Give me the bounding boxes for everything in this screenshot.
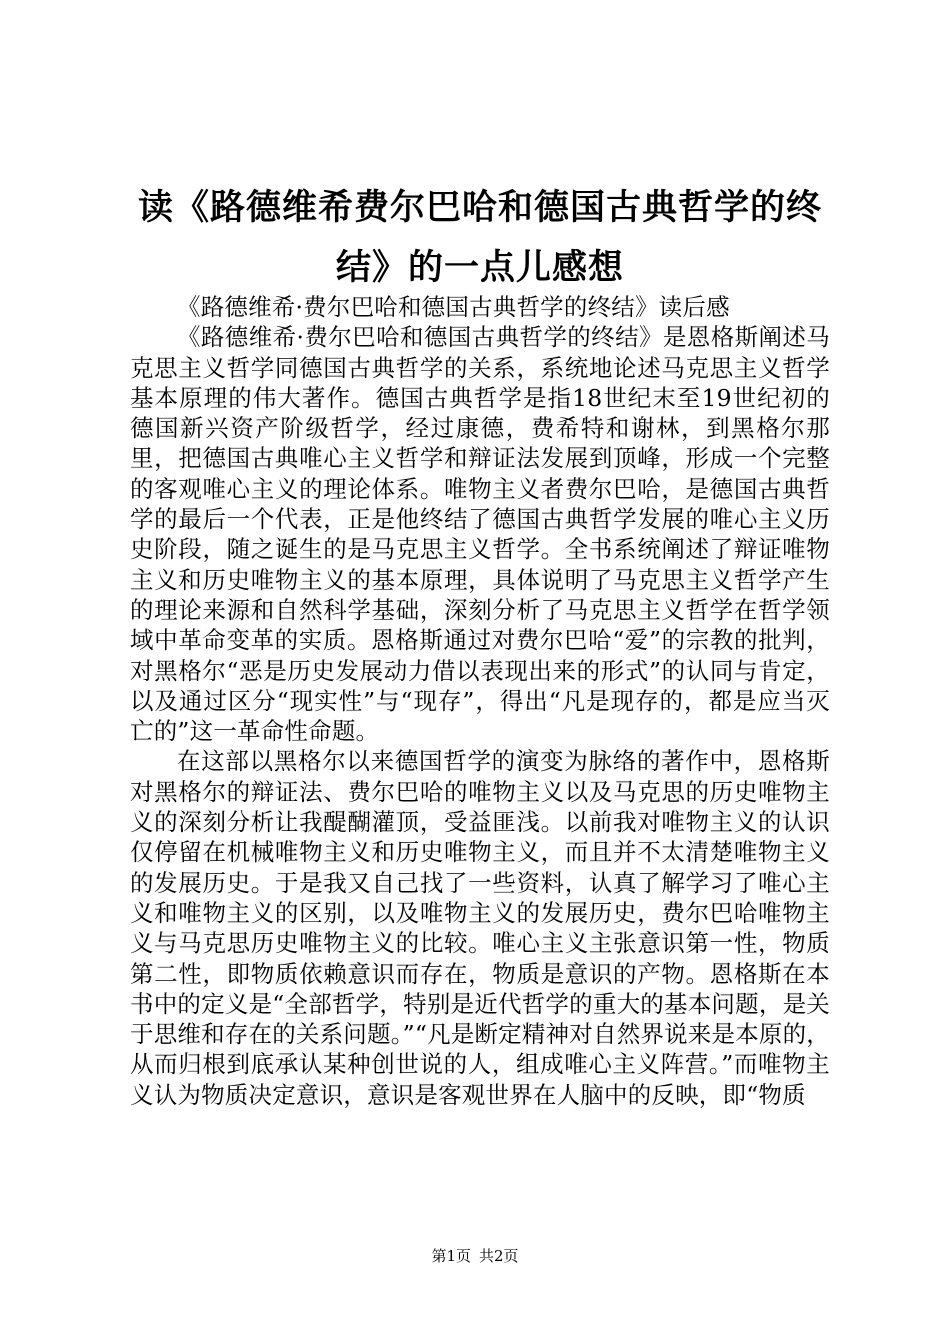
page-footer — [0, 1246, 950, 1266]
document-title-line-1: 读《路德维希费尔巴哈和德国古典哲学的终 — [137, 187, 822, 228]
body-paragraph-1: 《路德维希·费尔巴哈和德国古典哲学的终结》是恩格斯阐述马克思主义哲学同德国古典哲学的关系，系统地论述马克思主义哲学基本原理的伟大著作。德国古典哲学是指18世纪末至19世纪初的德国新兴资产阶级哲学，经过康德，费希特和谢林，到黑格尔那里，把德国古典唯心主义哲学和辩证法发展到顶峰，形成一个完整的客观唯心主义的理论体系。唯物主义者费尔巴哈，是德国古典哲学的最后一个代表，正是他终结了德国古典哲学发展的唯心主义历史阶段，随之诞生的是马克思主义哲学。全书系统阐述了辩证唯物主义和历史唯物主义的基本原理，具体说明了马克思主义哲学产生的理论来源和自然科学基础，深刻分析了马克思主义哲学在哲学领域中革命变革的实质。恩格斯通过对费尔巴哈“爱”的宗教的批判，对黑格尔“恶是历史发展动力借以表现出来的形式”的认同与肯定，以及通过区分“现实性”与“现存”，得出“凡是现存的，都是应当灭亡的”这一革命性命题。 — [130, 323, 830, 746]
body-paragraph-2: 在这部以黑格尔以来德国哲学的演变为脉络的著作中，恩格斯对黑格尔的辩证法、费尔巴哈的唯物主义以及马克思的历史唯物主义的深刻分析让我醍醐灌顶，受益匪浅。以前我对唯物主义的认识仅停留在机械唯物主义和历史唯物主义，而且并不太清楚唯物主义的发展历史。于是我又自己找了一些资料，认真了解学习了唯心主义和唯物主义的区别，以及唯物主义的发展历史，费尔巴哈唯物主义与马克思历史唯物主义的比较。唯心主义主张意识第一性，物质第二性，即物质依赖意识而存在，物质是意识的产物。恩格斯在本书中的定义是“全部哲学，特别是近代哲学的重大的基本问题，是关于思维和存在的关系问题。”“凡是断定精神对自然界说来是本原的，从而归根到底承认某种创世说的人，组成唯心主义阵营。”而唯物主义认为物质决定意识，意识是客观世界在人脑中的反映，即“物质 — [130, 747, 830, 1109]
page-number-current: 第1页 — [431, 1247, 471, 1265]
page-number-total: 共2页 — [479, 1247, 519, 1265]
document-body — [130, 292, 830, 1110]
document-subtitle: 《路德维希·费尔巴哈和德国古典哲学的终结》读后感 — [177, 293, 730, 321]
document-title-line-2: 结》的一点儿感想 — [335, 247, 624, 288]
